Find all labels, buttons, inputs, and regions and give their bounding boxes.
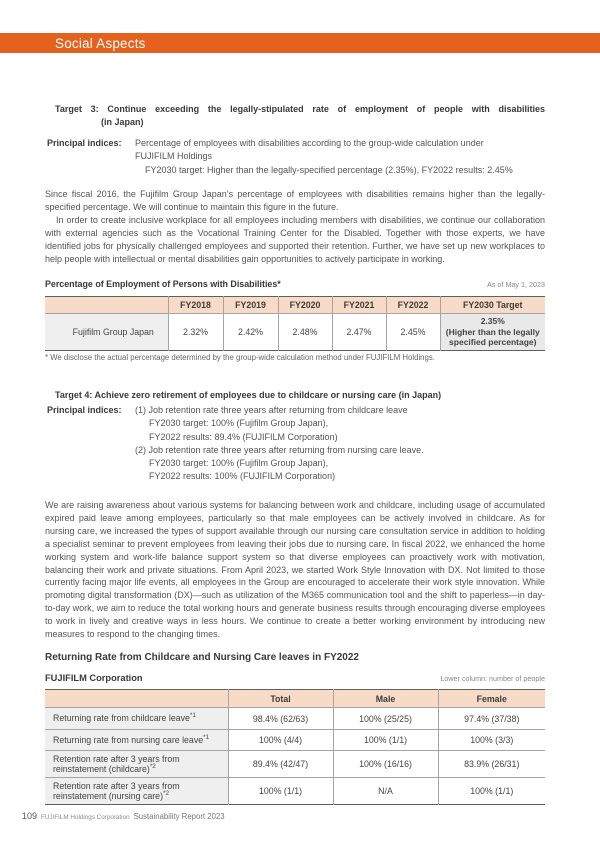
principal-indices-content — [135, 137, 513, 177]
page-footer — [22, 811, 225, 821]
table-cell: 2.42% — [223, 314, 278, 351]
returning-rate-heading: Returning Rate from Childcare and Nursing Care leaves in FY2022 — [45, 652, 359, 663]
footer-report-title: Sustainability Report 2023 — [133, 812, 225, 821]
target4-body-text: We are raising awareness about various systems for balancing between work and childcare, including usage of accumulated expired paid leave among employees, particularly so that male employees can be actively involved in childcare. As for nursing care, we increased the types of support available through our nursing care consultation service in addition to holding a specialist seminar to prevent employees from leaving their jobs due to nursing care. In fiscal 2022, we enhanced the home working system and work-life balance support system so that diverse employees can proactively work with motivation, balancing their work and private situations. From April 2023, we started Work Style Innovation with DX. Not limited to those currently facing major life events, all employees in the Group are encouraged to accelerate their work style innovation. While promoting digital transformation (DX)—such as utilization of the M365 communication tool and the shift to paperless—in day-to-day work, we aim to reduce the total working hours and generate business results through encouraging diverse employees to work in lively and creative ways in less hours. We continue to create a better working environment by introducing new measures to respond to the changing times. — [45, 500, 545, 640]
table1-caption-row — [45, 279, 545, 289]
table-header-row — [45, 297, 545, 314]
row-label-cell: Fujifilm Group Japan — [45, 314, 168, 351]
principal-line: (2) Job retention rate three years after returning from nursing care leave. — [135, 444, 424, 455]
target3-body-text — [45, 188, 545, 265]
target3-principal-indices — [47, 137, 552, 177]
table1-footnote: * We disclose the actual percentage determined by the group-wide calculation method under FUJIFILM Holdings. — [45, 353, 435, 362]
principal-line: FY2030 target: Higher than the legally-specified percentage (2.35%), FY2022 results: 2.45% — [145, 164, 513, 175]
row-label-text: Retention rate after 3 years from reinstatement (nursing care) — [53, 780, 180, 801]
table-cell: 97.4% (37/38) — [438, 708, 545, 730]
principal-line: FY2030 target: 100% (Fujifilm Group Japan), — [149, 418, 329, 429]
principal-line: Percentage of employees with disabilities according to the group-wide calculation under — [135, 138, 484, 148]
table1-as-of-date: As of May 1, 2023 — [487, 280, 545, 289]
page-number: 109 — [22, 811, 38, 821]
target3-heading — [55, 103, 545, 129]
returning-rate-table — [45, 689, 545, 805]
target3-heading-line1: Target 3: Continue exceeding the legally-stipulated rate of employment of people with disabilities — [55, 104, 545, 114]
table-row — [45, 708, 545, 730]
footnote-marker: *1 — [189, 712, 196, 720]
paragraph: Since fiscal 2016, the Fujifilm Group Japan’s percentage of employees with disabilities remains higher than the legally-specified percentage. We will continue to maintain this figure in the future. — [45, 189, 545, 212]
table-header-cell — [45, 690, 228, 708]
table-row — [45, 751, 545, 778]
principal-indices-label: Principal indices: — [47, 138, 122, 148]
paragraph: In order to create inclusive workplace for all employees including members with disabilities, we continue our collaboration with external agencies such as the Vocational Training Center for the Disabled. Together with those experts, we have identified jobs for physically challenged employees and supported their retention. Further, we have set up new workplaces to help people with intellectual or mental disabilities gain opportunities to actively participate in working. — [45, 214, 545, 264]
table-cell: 100% (25/25) — [333, 708, 438, 730]
table-cell: 98.4% (62/63) — [228, 708, 333, 730]
table-cell: 2.45% — [386, 314, 440, 351]
footnote-marker: *2 — [149, 763, 156, 771]
table-row — [45, 730, 545, 751]
row-label-cell — [45, 708, 228, 730]
row-label-cell — [45, 751, 228, 778]
table-header-cell: Male — [333, 690, 438, 708]
table-header-cell: FY2020 — [278, 297, 332, 314]
table-cell: 100% (4/4) — [228, 730, 333, 751]
row-label-text: Returning rate from childcare leave — [53, 713, 190, 724]
table-header-cell: FY2018 — [168, 297, 223, 314]
footnote-marker: *1 — [203, 733, 210, 741]
target-note: (Higher than the legally specified percentage) — [445, 326, 540, 348]
table-cell: 83.9% (26/31) — [438, 751, 545, 778]
target-value: 2.35% — [480, 316, 505, 327]
table-header-cell: FY2030 Target — [440, 297, 545, 314]
table2-subtitle: FUJIFILM Corporation — [45, 673, 143, 683]
table-header-cell: FY2019 — [223, 297, 278, 314]
footer-company: FUJIFILM Holdings Corporation — [41, 814, 130, 821]
principal-line: FUJIFILM Holdings — [135, 151, 213, 162]
table-cell: 2.48% — [278, 314, 332, 351]
table-header-row — [45, 690, 545, 708]
table-header-cell: Female — [438, 690, 545, 708]
footnote-marker: *2 — [163, 790, 169, 798]
target4-heading: Target 4: Achieve zero retirement of employees due to childcare or nursing care (in Japan) — [55, 390, 442, 400]
target3-heading-line2: (in Japan) — [101, 117, 144, 127]
table1-title: Percentage of Employment of Persons with Disabilities* — [45, 279, 281, 289]
principal-line: FY2030 target: 100% (Fujifilm Group Japan), — [149, 458, 329, 469]
table2-caption-row — [45, 673, 545, 683]
table-header-cell: FY2021 — [332, 297, 386, 314]
disabilities-employment-table — [45, 296, 545, 351]
table-cell: 100% (1/1) — [228, 778, 333, 805]
table-cell: 2.32% — [168, 314, 223, 351]
table-cell: 2.47% — [332, 314, 386, 351]
table-cell: N/A — [333, 778, 438, 805]
table-header-cell: Total — [228, 690, 333, 708]
row-label-cell — [45, 730, 228, 751]
principal-indices-content — [135, 404, 424, 484]
principal-line: FY2022 results: 89.4% (FUJIFILM Corporation) — [149, 431, 338, 442]
table-row — [45, 778, 545, 805]
table-cell: 100% (16/16) — [333, 751, 438, 778]
table-cell: 100% (1/1) — [438, 778, 545, 805]
table-cell: 100% (3/3) — [438, 730, 545, 751]
table2-unit-note: Lower column: number of people — [440, 674, 545, 683]
row-label-text: Retention rate after 3 years from reinstatement (childcare) — [53, 753, 180, 774]
principal-line: (1) Job retention rate three years after returning from childcare leave — [135, 405, 408, 415]
target4-principal-indices — [47, 404, 552, 484]
table-header-cell: FY2022 — [386, 297, 440, 314]
table-cell: 100% (1/1) — [333, 730, 438, 751]
row-label-cell — [45, 778, 228, 805]
table-row — [45, 314, 545, 351]
principal-indices-label: Principal indices: — [47, 405, 122, 415]
principal-line: FY2022 results: 100% (FUJIFILM Corporation) — [149, 471, 336, 482]
section-banner-title: Social Aspects — [55, 35, 146, 51]
row-label-text: Returning rate from nursing care leave — [53, 734, 204, 745]
fy2030-target-cell — [440, 314, 545, 351]
table-cell: 89.4% (42/47) — [228, 751, 333, 778]
section-banner — [0, 33, 600, 53]
table-header-cell — [45, 297, 168, 314]
